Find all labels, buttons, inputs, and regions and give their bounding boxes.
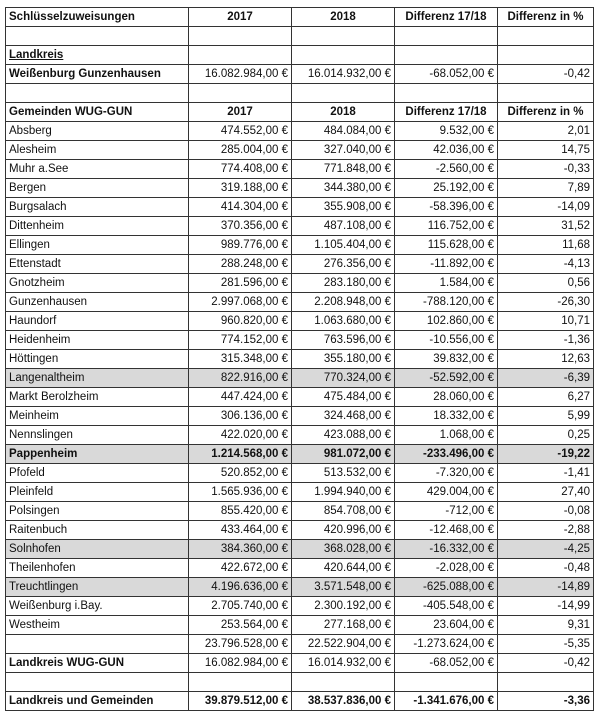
total-name: Landkreis und Gemeinden xyxy=(6,692,189,711)
landkreis-wug-diff: -68.052,00 € xyxy=(395,654,498,673)
table-row xyxy=(6,426,594,445)
row-2018: 487.108,00 € xyxy=(292,217,395,236)
row-pct: -14,99 xyxy=(498,597,594,616)
sum-2018: 22.522.904,00 € xyxy=(292,635,395,654)
row-diff: 18.332,00 € xyxy=(395,407,498,426)
table-row xyxy=(6,312,594,331)
table-row xyxy=(6,407,594,426)
total-row xyxy=(6,692,594,711)
row-pct: -4,25 xyxy=(498,540,594,559)
table-row xyxy=(6,198,594,217)
gemeinden-header-2017: 2017 xyxy=(189,103,292,122)
gemeinden-header-2018: 2018 xyxy=(292,103,395,122)
row-name: Alesheim xyxy=(6,141,189,160)
landkreis-wug-2018: 16.014.932,00 € xyxy=(292,654,395,673)
row-diff: -625.088,00 € xyxy=(395,578,498,597)
table-row xyxy=(6,350,594,369)
row-pct: -14,09 xyxy=(498,198,594,217)
empty-row xyxy=(6,84,594,103)
row-pct: -19,22 xyxy=(498,445,594,464)
row-name: Haundorf xyxy=(6,312,189,331)
row-pct: 11,68 xyxy=(498,236,594,255)
row-2017: 384.360,00 € xyxy=(189,540,292,559)
row-pct: 0,25 xyxy=(498,426,594,445)
row-2018: 2.208.948,00 € xyxy=(292,293,395,312)
table-row xyxy=(6,255,594,274)
row-pct: 2,01 xyxy=(498,122,594,141)
landkreis-name: Weißenburg Gunzenhausen xyxy=(6,65,189,84)
empty-row xyxy=(6,27,594,46)
table-row xyxy=(6,502,594,521)
row-2017: 989.776,00 € xyxy=(189,236,292,255)
row-2017: 520.852,00 € xyxy=(189,464,292,483)
row-name: Langenaltheim xyxy=(6,369,189,388)
row-pct: 0,56 xyxy=(498,274,594,293)
row-pct: 27,40 xyxy=(498,483,594,502)
row-pct: -1,41 xyxy=(498,464,594,483)
header-2018: 2018 xyxy=(292,8,395,27)
table-row xyxy=(6,559,594,578)
row-name: Ellingen xyxy=(6,236,189,255)
row-pct: -6,39 xyxy=(498,369,594,388)
row-name: Pleinfeld xyxy=(6,483,189,502)
row-2018: 771.848,00 € xyxy=(292,160,395,179)
row-diff: 429.004,00 € xyxy=(395,483,498,502)
row-pct: -0,08 xyxy=(498,502,594,521)
row-diff: 1.584,00 € xyxy=(395,274,498,293)
row-diff: 1.068,00 € xyxy=(395,426,498,445)
row-2018: 513.532,00 € xyxy=(292,464,395,483)
row-diff: 28.060,00 € xyxy=(395,388,498,407)
row-name: Westheim xyxy=(6,616,189,635)
row-2017: 422.020,00 € xyxy=(189,426,292,445)
table-row xyxy=(6,464,594,483)
row-2018: 355.180,00 € xyxy=(292,350,395,369)
row-2018: 420.644,00 € xyxy=(292,559,395,578)
row-2018: 854.708,00 € xyxy=(292,502,395,521)
row-2017: 1.214.568,00 € xyxy=(189,445,292,464)
table-row xyxy=(6,521,594,540)
landkreis-2017: 16.082.984,00 € xyxy=(189,65,292,84)
landkreis-wug-pct: -0,42 xyxy=(498,654,594,673)
sum-diff: -1.273.624,00 € xyxy=(395,635,498,654)
row-2018: 324.468,00 € xyxy=(292,407,395,426)
title-row xyxy=(6,8,594,27)
row-name: Heidenheim xyxy=(6,331,189,350)
row-pct: 31,52 xyxy=(498,217,594,236)
landkreis-wug-name: Landkreis WUG-GUN xyxy=(6,654,189,673)
table-row xyxy=(6,141,594,160)
row-2018: 3.571.548,00 € xyxy=(292,578,395,597)
table-row xyxy=(6,122,594,141)
row-name: Pappenheim xyxy=(6,445,189,464)
row-2017: 822.916,00 € xyxy=(189,369,292,388)
row-diff: 23.604,00 € xyxy=(395,616,498,635)
table-row xyxy=(6,369,594,388)
header-2017: 2017 xyxy=(189,8,292,27)
row-diff: -58.396,00 € xyxy=(395,198,498,217)
table-row xyxy=(6,160,594,179)
row-2018: 277.168,00 € xyxy=(292,616,395,635)
row-2018: 475.484,00 € xyxy=(292,388,395,407)
landkreis-row xyxy=(6,65,594,84)
landkreis-2018: 16.014.932,00 € xyxy=(292,65,395,84)
row-2018: 423.088,00 € xyxy=(292,426,395,445)
gemeinden-header-diff: Differenz 17/18 xyxy=(395,103,498,122)
row-2017: 281.596,00 € xyxy=(189,274,292,293)
row-diff: 9.532,00 € xyxy=(395,122,498,141)
row-2018: 355.908,00 € xyxy=(292,198,395,217)
row-2018: 1.994.940,00 € xyxy=(292,483,395,502)
row-name: Theilenhofen xyxy=(6,559,189,578)
row-2017: 285.004,00 € xyxy=(189,141,292,160)
row-2017: 315.348,00 € xyxy=(189,350,292,369)
gemeinden-header-row xyxy=(6,103,594,122)
landkreis-diff: -68.052,00 € xyxy=(395,65,498,84)
landkreis-wug-2017: 16.082.984,00 € xyxy=(189,654,292,673)
schluesselzuweisungen-table xyxy=(5,7,594,711)
sum-2017: 23.796.528,00 € xyxy=(189,635,292,654)
gemeinden-rows xyxy=(6,122,594,635)
row-2017: 2.997.068,00 € xyxy=(189,293,292,312)
row-name: Solnhofen xyxy=(6,540,189,559)
row-2017: 422.672,00 € xyxy=(189,559,292,578)
row-diff: -10.556,00 € xyxy=(395,331,498,350)
table-row xyxy=(6,616,594,635)
row-name: Gunzenhausen xyxy=(6,293,189,312)
row-pct: -0,48 xyxy=(498,559,594,578)
row-diff: -7.320,00 € xyxy=(395,464,498,483)
row-diff: 42.036,00 € xyxy=(395,141,498,160)
row-name: Meinheim xyxy=(6,407,189,426)
row-diff: -11.892,00 € xyxy=(395,255,498,274)
row-2018: 420.996,00 € xyxy=(292,521,395,540)
row-2017: 319.188,00 € xyxy=(189,179,292,198)
row-name: Weißenburg i.Bay. xyxy=(6,597,189,616)
header-diff: Differenz 17/18 xyxy=(395,8,498,27)
row-2017: 414.304,00 € xyxy=(189,198,292,217)
row-diff: -405.548,00 € xyxy=(395,597,498,616)
sum-pct: -5,35 xyxy=(498,635,594,654)
row-pct: -14,89 xyxy=(498,578,594,597)
total-pct: -3,36 xyxy=(498,692,594,711)
total-diff: -1.341.676,00 € xyxy=(395,692,498,711)
row-name: Dittenheim xyxy=(6,217,189,236)
row-2017: 2.705.740,00 € xyxy=(189,597,292,616)
row-pct: 14,75 xyxy=(498,141,594,160)
row-2017: 1.565.936,00 € xyxy=(189,483,292,502)
table-row xyxy=(6,217,594,236)
landkreis-wug-row xyxy=(6,654,594,673)
row-pct: 10,71 xyxy=(498,312,594,331)
row-2017: 253.564,00 € xyxy=(189,616,292,635)
row-pct: -2,88 xyxy=(498,521,594,540)
row-diff: -2.028,00 € xyxy=(395,559,498,578)
row-diff: 39.832,00 € xyxy=(395,350,498,369)
row-2017: 370.356,00 € xyxy=(189,217,292,236)
landkreis-section-row xyxy=(6,46,594,65)
row-pct: 5,99 xyxy=(498,407,594,426)
gemeinden-header-title: Gemeinden WUG-GUN xyxy=(6,103,189,122)
row-diff: 116.752,00 € xyxy=(395,217,498,236)
row-diff: -233.496,00 € xyxy=(395,445,498,464)
row-2018: 327.040,00 € xyxy=(292,141,395,160)
table-row xyxy=(6,274,594,293)
row-diff: 25.192,00 € xyxy=(395,179,498,198)
row-name: Absberg xyxy=(6,122,189,141)
row-2018: 2.300.192,00 € xyxy=(292,597,395,616)
row-diff: -52.592,00 € xyxy=(395,369,498,388)
row-name: Höttingen xyxy=(6,350,189,369)
row-2018: 283.180,00 € xyxy=(292,274,395,293)
row-name: Raitenbuch xyxy=(6,521,189,540)
row-name: Ettenstadt xyxy=(6,255,189,274)
gemeinden-header-pct: Differenz in % xyxy=(498,103,594,122)
row-2017: 447.424,00 € xyxy=(189,388,292,407)
title-cell: Schlüsselzuweisungen xyxy=(6,8,189,27)
table-row xyxy=(6,388,594,407)
row-diff: 115.628,00 € xyxy=(395,236,498,255)
total-2018: 38.537.836,00 € xyxy=(292,692,395,711)
row-2017: 774.152,00 € xyxy=(189,331,292,350)
row-2017: 855.420,00 € xyxy=(189,502,292,521)
table-row xyxy=(6,445,594,464)
row-diff: -2.560,00 € xyxy=(395,160,498,179)
row-name: Nennslingen xyxy=(6,426,189,445)
row-diff: -12.468,00 € xyxy=(395,521,498,540)
gemeinden-sum-row xyxy=(6,635,594,654)
header-pct: Differenz in % xyxy=(498,8,594,27)
table-row xyxy=(6,540,594,559)
row-2017: 433.464,00 € xyxy=(189,521,292,540)
row-2018: 276.356,00 € xyxy=(292,255,395,274)
row-2018: 763.596,00 € xyxy=(292,331,395,350)
row-pct: -4,13 xyxy=(498,255,594,274)
row-name: Bergen xyxy=(6,179,189,198)
table-row xyxy=(6,179,594,198)
row-diff: -712,00 € xyxy=(395,502,498,521)
row-2017: 288.248,00 € xyxy=(189,255,292,274)
row-2018: 770.324,00 € xyxy=(292,369,395,388)
row-pct: 12,63 xyxy=(498,350,594,369)
row-2018: 344.380,00 € xyxy=(292,179,395,198)
landkreis-section-label: Landkreis xyxy=(6,46,189,65)
row-name: Burgsalach xyxy=(6,198,189,217)
row-2018: 981.072,00 € xyxy=(292,445,395,464)
row-diff: 102.860,00 € xyxy=(395,312,498,331)
row-name: Muhr a.See xyxy=(6,160,189,179)
row-name: Gnotzheim xyxy=(6,274,189,293)
row-pct: 6,27 xyxy=(498,388,594,407)
row-2017: 774.408,00 € xyxy=(189,160,292,179)
table-row xyxy=(6,293,594,312)
row-name: Polsingen xyxy=(6,502,189,521)
table-row xyxy=(6,597,594,616)
row-pct: 9,31 xyxy=(498,616,594,635)
row-2017: 474.552,00 € xyxy=(189,122,292,141)
row-pct: -0,33 xyxy=(498,160,594,179)
total-2017: 39.879.512,00 € xyxy=(189,692,292,711)
row-pct: -1,36 xyxy=(498,331,594,350)
row-name: Markt Berolzheim xyxy=(6,388,189,407)
row-2017: 306.136,00 € xyxy=(189,407,292,426)
row-name: Pfofeld xyxy=(6,464,189,483)
row-2018: 1.063.680,00 € xyxy=(292,312,395,331)
table-row xyxy=(6,578,594,597)
table-row xyxy=(6,236,594,255)
row-2018: 368.028,00 € xyxy=(292,540,395,559)
row-2017: 4.196.636,00 € xyxy=(189,578,292,597)
row-pct: 7,89 xyxy=(498,179,594,198)
row-name: Treuchtlingen xyxy=(6,578,189,597)
row-2018: 484.084,00 € xyxy=(292,122,395,141)
row-diff: -16.332,00 € xyxy=(395,540,498,559)
row-diff: -788.120,00 € xyxy=(395,293,498,312)
row-2017: 960.820,00 € xyxy=(189,312,292,331)
landkreis-pct: -0,42 xyxy=(498,65,594,84)
row-pct: -26,30 xyxy=(498,293,594,312)
table-row xyxy=(6,483,594,502)
table-row xyxy=(6,331,594,350)
row-2018: 1.105.404,00 € xyxy=(292,236,395,255)
empty-row xyxy=(6,673,594,692)
